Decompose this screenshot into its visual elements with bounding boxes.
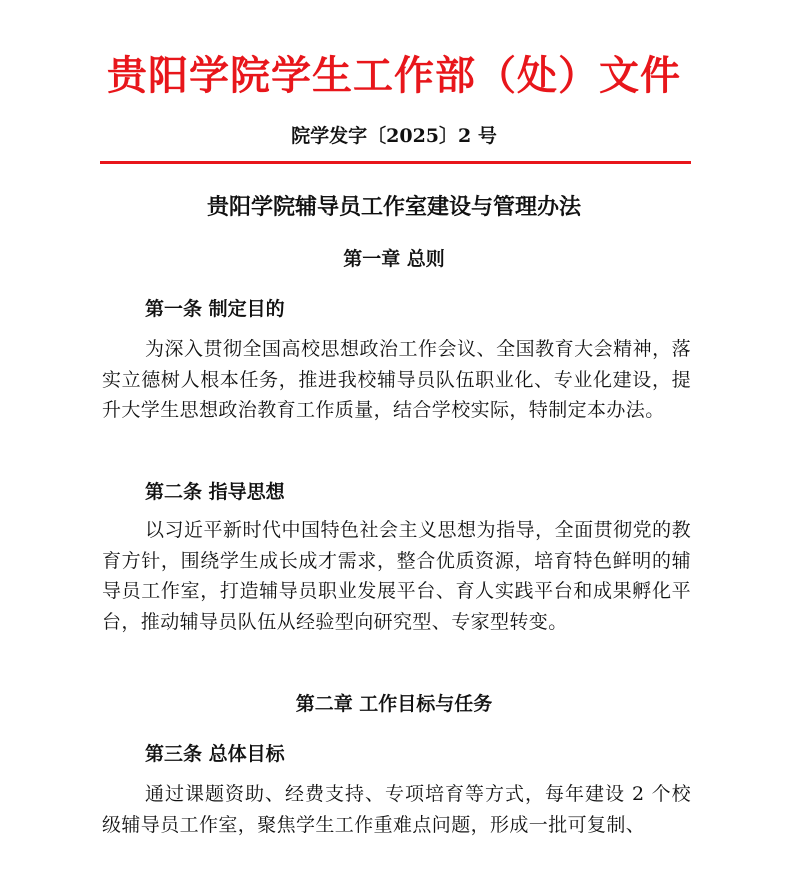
issuer-header-title: 贵阳学院学生工作部（处）文件 bbox=[107, 52, 681, 99]
article-3-heading: 第三条 总体目标 bbox=[145, 743, 285, 765]
chapter-1-heading: 第一章 总则 bbox=[343, 248, 445, 270]
article-1-body: 为深入贯彻全国高校思想政治工作会议、全国教育大会精神，落实立德树人根本任务，推进我校辅导员队伍职业化、专业化建设，提升大学生思想政治教育工作质量，结合学校实际，特制定本办法。 bbox=[102, 338, 691, 421]
article-2-body: 以习近平新时代中国特色社会主义思想为指导，全面贯彻党的教育方针，围绕学生成长成才需求，整合优质资源，培育特色鲜明的辅导员工作室，打造辅导员职业发展平台、育人实践平台和成果孵化平台，推动辅导员队伍从经验型向研究型、专家型转变。 bbox=[102, 519, 691, 633]
document-title: 贵阳学院辅导员工作室建设与管理办法 bbox=[206, 194, 581, 220]
red-divider-line bbox=[100, 161, 691, 164]
document-number: 院学发字〔2025〕2 号 bbox=[291, 125, 497, 147]
article-3-body: 通过课题资助、经费支持、专项培育等方式，每年建设 2 个校级辅导员工作室，聚焦学生工作重难点问题，形成一批可复制、 bbox=[102, 783, 691, 836]
article-2-heading: 第二条 指导思想 bbox=[145, 481, 285, 503]
article-1-heading: 第一条 制定目的 bbox=[145, 298, 285, 320]
chapter-2-heading: 第二章 工作目标与任务 bbox=[295, 693, 493, 715]
